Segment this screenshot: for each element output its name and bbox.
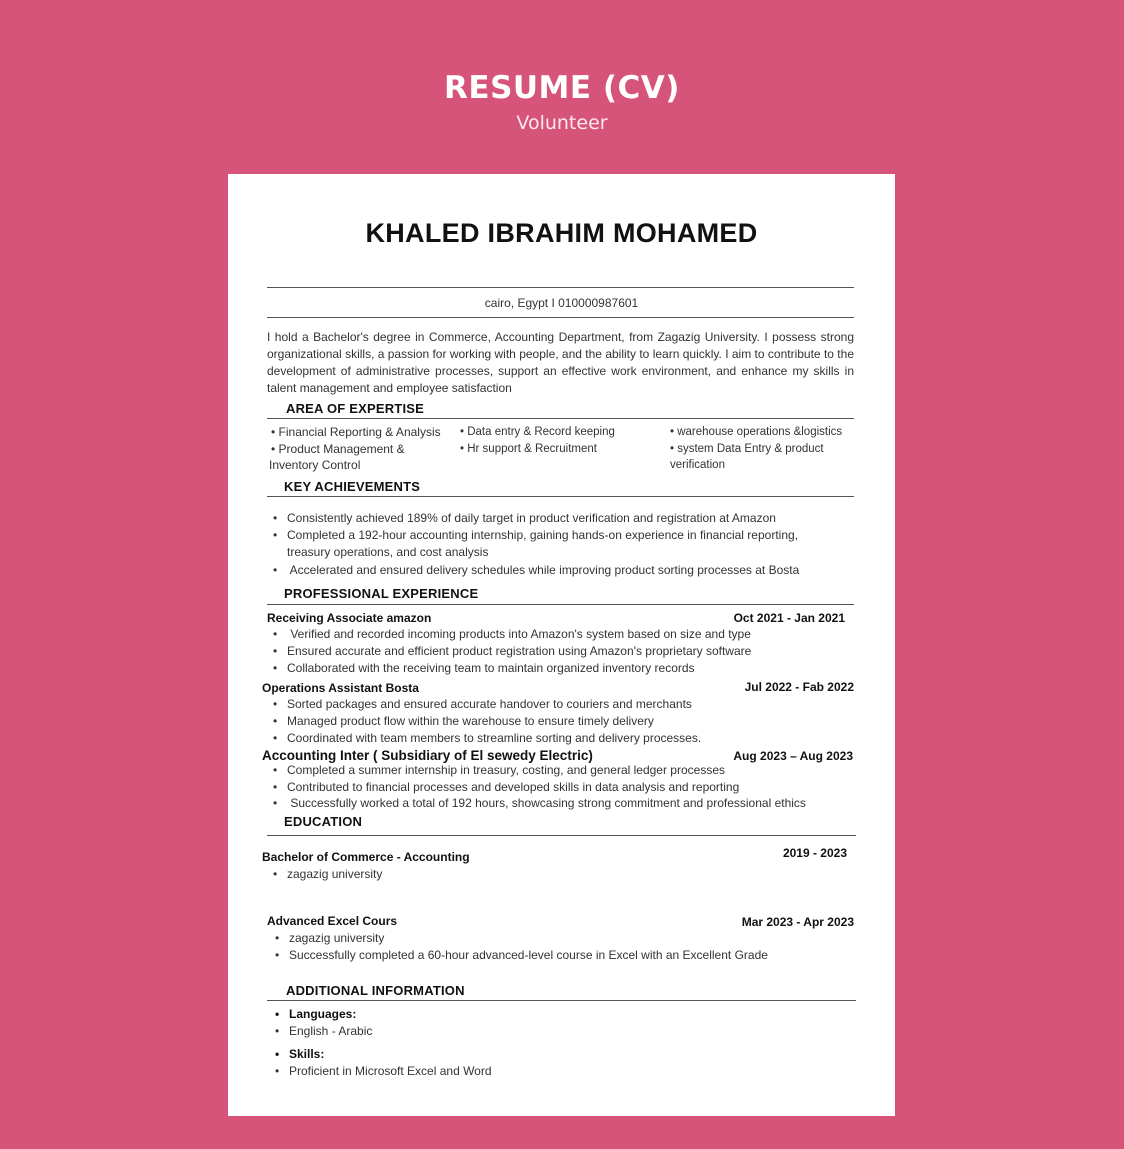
divider <box>267 317 854 318</box>
expertise-item: verification <box>670 459 725 471</box>
divider <box>267 496 854 497</box>
job-title: Receiving Associate amazon <box>267 611 432 625</box>
course-bullet: • zagazig university <box>275 931 385 945</box>
achievement-item: • Completed a 192-hour accounting internship, gaining hands-on experience in financial reporting, <box>273 528 798 542</box>
expertise-item: • system Data Entry & product <box>670 443 824 455</box>
expertise-item: • Hr support & Recruitment <box>460 443 597 455</box>
languages-value: • English - Arabic <box>275 1024 373 1038</box>
divider <box>267 418 854 419</box>
job-date: Jul 2022 - Fab 2022 <box>744 680 854 694</box>
expertise-item: • Financial Reporting & Analysis <box>271 425 441 439</box>
banner-subtitle: Volunteer <box>516 112 608 134</box>
resume-name: KHALED IBRAHIM MOHAMED <box>365 218 758 248</box>
job-bullet: • Sorted packages and ensured accurate handover to couriers and merchants <box>273 697 692 711</box>
contact-line: cairo, Egypt I 010000987601 <box>484 296 639 310</box>
skills-value: • Proficient in Microsoft Excel and Word <box>275 1064 492 1078</box>
divider <box>267 604 854 605</box>
divider <box>267 1000 856 1001</box>
section-heading-additional: ADDITIONAL INFORMATION <box>286 983 465 998</box>
job-title: Operations Assistant Bosta <box>262 681 419 695</box>
skills-label: • Skills: <box>275 1047 325 1061</box>
watermark-arabic: مستقل <box>490 1057 637 1103</box>
job-bullet: • Managed product flow within the warehouse to ensure timely delivery <box>273 714 654 728</box>
expertise-item: • Data entry & Record keeping <box>460 426 615 438</box>
degree-bullet: • zagazig university <box>273 867 383 881</box>
job-bullet: • Ensured accurate and efficient product registration using Amazon's proprietary software <box>273 644 752 658</box>
degree-date: 2019 - 2023 <box>782 846 847 860</box>
divider <box>267 287 854 288</box>
job-date: Oct 2021 - Jan 2021 <box>733 611 845 625</box>
course-title: Advanced Excel Cours <box>267 914 398 928</box>
job-date: Aug 2023 – Aug 2023 <box>733 749 853 763</box>
resume-page <box>228 174 895 1116</box>
section-heading-achievements: KEY ACHIEVEMENTS <box>284 479 421 494</box>
section-heading-expertise: AREA OF EXPERTISE <box>286 401 424 416</box>
languages-label: • Languages: <box>275 1007 357 1021</box>
job-bullet: • Verified and recorded incoming products into Amazon's system based on size and type <box>273 627 751 641</box>
course-bullet: • Successfully completed a 60-hour advanced-level course in Excel with an Excellent Grade <box>275 948 768 962</box>
achievement-item: • Consistently achieved 189% of daily target in product verification and registration at Amazon <box>273 511 776 525</box>
job-bullet: • Coordinated with team members to streamline sorting and delivery processes. <box>273 731 702 745</box>
summary-paragraph: I hold a Bachelor's degree in Commerce, Accounting Department, from Zagazig University. I possess strong organizational skills, a passion for working with people, and the ability to learn quickly. I aim to contribute to the development of administrative processes, support an effective work environment, and enhance my skills in talent management and employee satisfaction <box>267 330 854 395</box>
section-heading-experience: PROFESSIONAL EXPERIENCE <box>284 586 479 601</box>
expertise-item: Inventory Control <box>269 458 361 472</box>
job-bullet: • Collaborated with the receiving team to maintain organized inventory records <box>273 661 695 675</box>
job-bullet: • Contributed to financial processes and developed skills in data analysis and reporting <box>273 780 740 794</box>
achievement-item-continued: treasury operations, and cost analysis <box>287 545 489 559</box>
watermark-latin: mostaql.com <box>512 1098 614 1115</box>
expertise-item: • warehouse operations &logistics <box>670 426 843 438</box>
section-heading-education: EDUCATION <box>284 814 363 829</box>
job-bullet: • Successfully worked a total of 192 hours, showcasing strong commitment and professional ethics <box>273 796 806 810</box>
banner-title: RESUME (CV) <box>444 70 680 106</box>
job-bullet: • Completed a summer internship in treasury, costing, and general ledger processes <box>273 763 725 777</box>
expertise-item: • Product Management & <box>271 442 405 456</box>
degree-title: Bachelor of Commerce - Accounting <box>262 850 470 864</box>
job-title: Accounting Inter ( Subsidiary of El sewedy Electric) <box>262 748 593 763</box>
achievement-item: • Accelerated and ensured delivery schedules while improving product sorting processes at Bosta <box>273 563 800 577</box>
divider <box>267 835 856 836</box>
mostaql-watermark <box>490 1057 637 1116</box>
course-date: Mar 2023 - Apr 2023 <box>741 915 854 929</box>
